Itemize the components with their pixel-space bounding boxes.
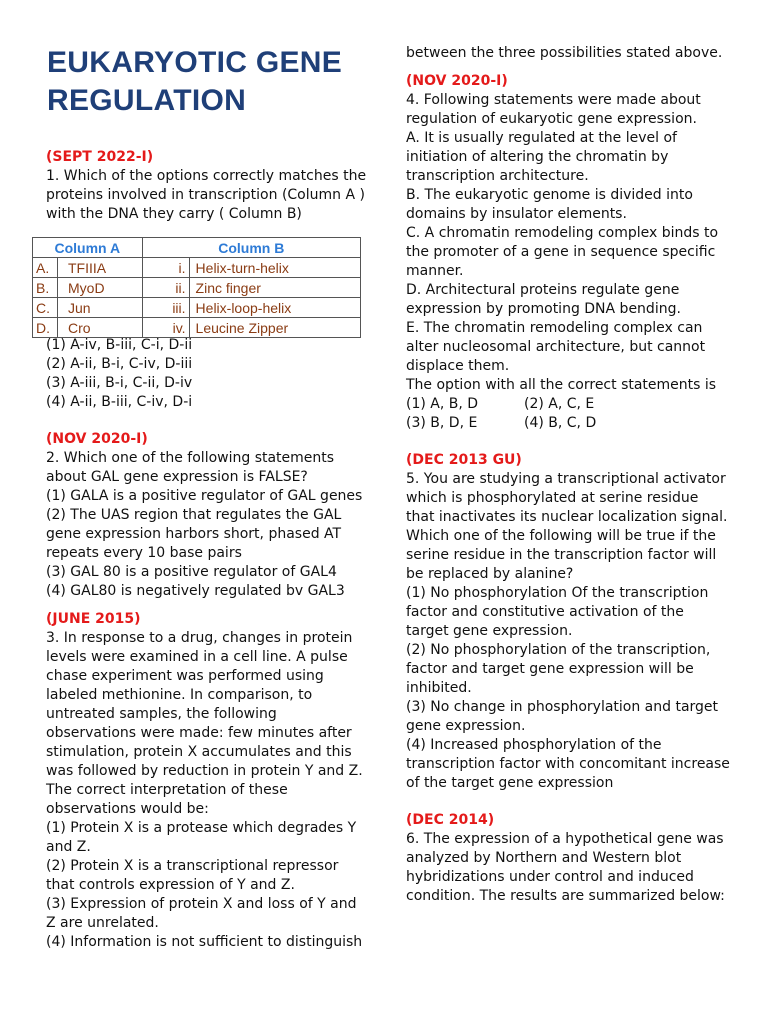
option: (2) The UAS region that regulates the GAL gene expression harbors short, phased AT repeats every 10 base pairs: [46, 507, 342, 561]
b-value: Zinc finger: [189, 278, 360, 298]
option-row: [406, 395, 730, 414]
a-key: B.: [33, 278, 58, 298]
question-text: 2. Which one of the following statements about GAL gene expression is FALSE?: [46, 450, 335, 485]
question-tag: (NOV 2020-I): [46, 431, 148, 447]
page-title: EUKARYOTIC GENE REGULATION: [47, 46, 343, 117]
question-3: [46, 610, 368, 952]
option: (4) GAL80 is negatively regulated bv GAL3: [46, 583, 345, 599]
column-b-header: Column B: [142, 238, 360, 258]
option: (3) Expression of protein X and loss of Y and Z are unrelated.: [46, 896, 357, 931]
option: (2) A, C, E: [524, 396, 595, 412]
table-header-row: [33, 238, 361, 258]
question-tag: (SEPT 2022-I): [46, 149, 154, 165]
question-5: [406, 451, 730, 793]
right-column: [406, 44, 730, 906]
b-value: Helix-turn-helix: [189, 258, 360, 278]
a-value: Jun: [58, 298, 143, 318]
option: (1) A-iv, B-iii, C-i, D-ii: [46, 337, 193, 353]
option: (2) No phosphorylation of the transcription, factor and target gene expression will be inhibited.: [406, 642, 711, 696]
table-row: [33, 298, 361, 318]
question-6: [406, 811, 730, 906]
table-row: [33, 278, 361, 298]
question-4: [406, 72, 730, 433]
statement: C. A chromatin remodeling complex binds to the promoter of a gene in sequence specific manner.: [406, 225, 719, 279]
option: (3) B, D, E: [406, 415, 478, 431]
question-tag: (DEC 2014): [406, 812, 495, 828]
option: (4) Increased phosphorylation of the transcription factor with concomitant increase of the target gene expression: [406, 737, 730, 791]
table-row: [33, 318, 361, 338]
a-key: A.: [33, 258, 58, 278]
b-key: i.: [142, 258, 189, 278]
question-text: 3. In response to a drug, changes in protein levels were examined in a cell line. A pulse chase experiment was performed using labeled methionine. In comparison, to untreated samples, the following observations were made: few minutes after stimulation, protein X accumulates and this was followed by reduction in protein Y and Z. The correct interpretation of these observations would be:: [46, 630, 363, 817]
option: (1) A, B, D: [406, 396, 479, 412]
question-text: 6. The expression of a hypothetical gene was analyzed by Northern and Western blot hybridizations under control and induced condition. The results are summarized below:: [406, 831, 725, 904]
option: (1) Protein X is a protease which degrades Y and Z.: [46, 820, 357, 855]
b-key: iv.: [142, 318, 189, 338]
question-2: [46, 430, 368, 601]
option: (3) GAL 80 is a positive regulator of GAL4: [46, 564, 337, 580]
question-prompt: The option with all the correct statements is: [406, 377, 717, 393]
question-tag: (JUNE 2015): [46, 611, 141, 627]
b-value: Helix-loop-helix: [189, 298, 360, 318]
option: (3) No change in phosphorylation and target gene expression.: [406, 699, 719, 734]
option: (1) No phosphorylation Of the transcription factor and constitutive activation of the target gene expression.: [406, 585, 709, 639]
b-key: ii.: [142, 278, 189, 298]
a-value: MyoD: [58, 278, 143, 298]
statement: E. The chromatin remodeling complex can alter nucleosomal architecture, but cannot displace them.: [406, 320, 706, 374]
question-text: 1. Which of the options correctly matches the proteins involved in transcription (Column A ) with the DNA they carry ( Column B): [46, 168, 367, 222]
a-value: Cro: [58, 318, 143, 338]
table-row: [33, 258, 361, 278]
column-a-header: Column A: [33, 238, 143, 258]
statement: A. It is usually regulated at the level of initiation of altering the chromatin by transcription architecture.: [406, 130, 677, 184]
question-text: 5. You are studying a transcriptional activator which is phosphorylated at serine residue that inactivates its nuclear localization signal. Which one of the following will be true if the serine residue in the transcription factor will be replaced by alanine?: [406, 471, 728, 582]
option: (1) GALA is a positive regulator of GAL genes: [46, 488, 363, 504]
question-3-continuation: between the three possibilities stated above.: [406, 45, 723, 61]
statement: D. Architectural proteins regulate gene expression by promoting DNA bending.: [406, 282, 681, 317]
a-key: D.: [33, 318, 58, 338]
matching-table: [32, 237, 361, 338]
option: (3) A-iii, B-i, C-ii, D-iv: [46, 375, 193, 391]
option: (4) B, C, D: [524, 415, 597, 431]
option: (2) Protein X is a transcriptional repressor that controls expression of Y and Z.: [46, 858, 339, 893]
option: (4) Information is not sufficient to distinguish: [46, 934, 363, 950]
option: (4) A-ii, B-iii, C-iv, D-i: [46, 394, 193, 410]
option: (2) A-ii, B-i, C-iv, D-iii: [46, 356, 193, 372]
question-text: 4. Following statements were made about regulation of eukaryotic gene expression.: [406, 92, 701, 127]
option-row: [406, 414, 730, 433]
statement: B. The eukaryotic genome is divided into domains by insulator elements.: [406, 187, 693, 222]
b-value: Leucine Zipper: [189, 318, 360, 338]
a-value: TFIIIA: [58, 258, 143, 278]
question-tag: (NOV 2020-I): [406, 73, 508, 89]
a-key: C.: [33, 298, 58, 318]
question-tag: (DEC 2013 GU): [406, 452, 522, 468]
b-key: iii.: [142, 298, 189, 318]
